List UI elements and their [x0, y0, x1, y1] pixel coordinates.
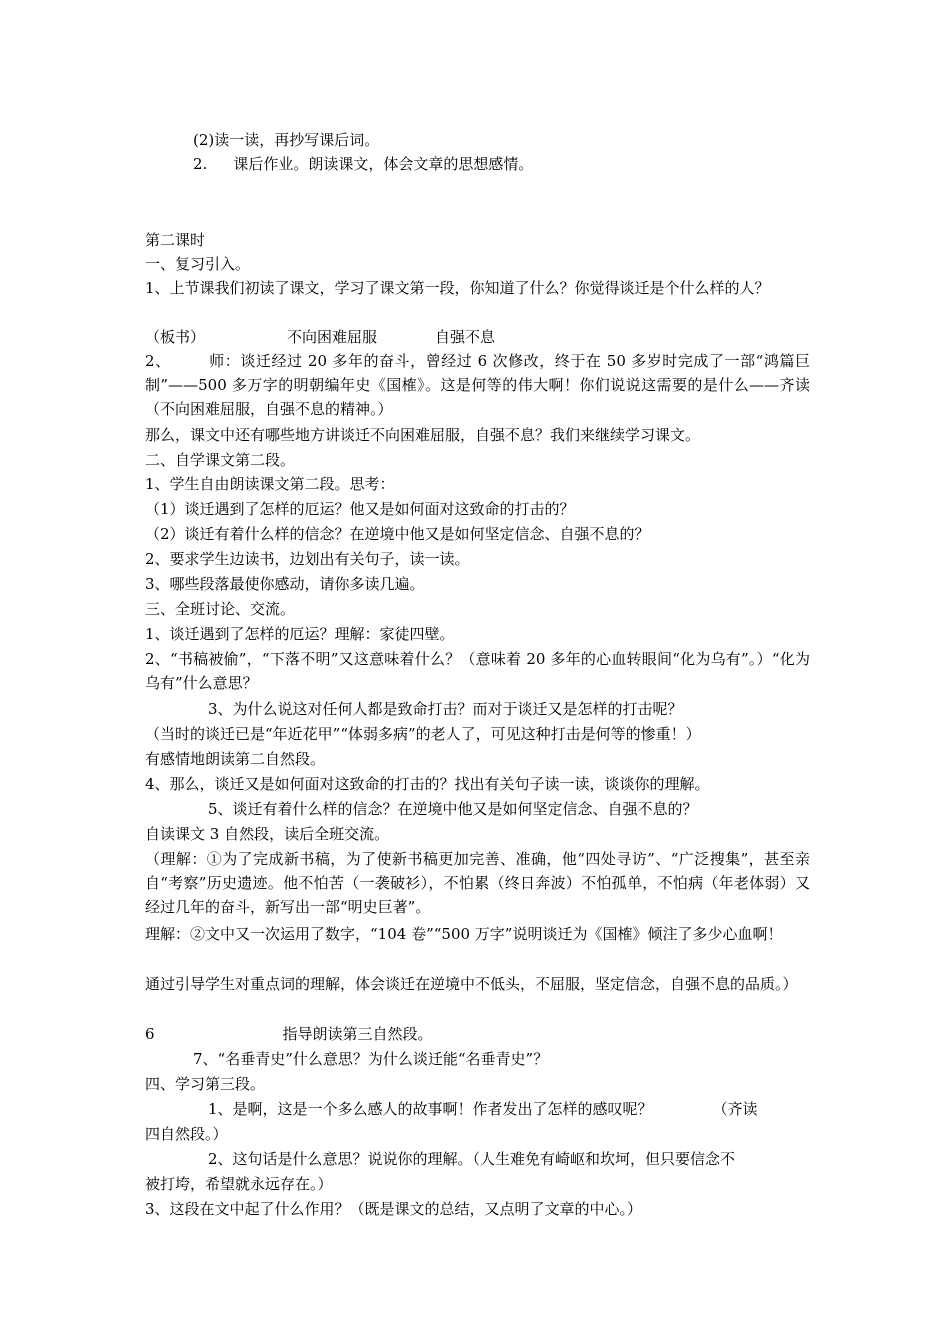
paragraph [145, 1097, 810, 1121]
board-notes [145, 325, 810, 349]
paragraph: 通过引导学生对重点词的理解，体会谈迁在逆境中不低头，不屈服，坚定信念，自强不息的品质。） [145, 975, 798, 993]
paragraph: 四自然段。） [145, 1125, 228, 1143]
paragraph [145, 1022, 810, 1046]
paragraph [145, 1147, 810, 1171]
paragraph: 1、谈迁遇到了怎样的厄运？理解：家徒四壁。 [145, 625, 455, 643]
paragraph: 2、“书稿被偷”，“下落不明”又这意味着什么？（意味着 20 多年的心血转眼间“化为乌有”。）“化为乌有”什么意思？ [145, 650, 810, 692]
paragraph: 有感情地朗读第二自然段。 [145, 750, 326, 768]
board-item: 自强不息 [435, 328, 496, 346]
section-heading: 二、自学课文第二段。 [145, 451, 296, 469]
board-item: 不向困难屈服 [287, 328, 378, 346]
paragraph: 1、学生自由朗读课文第二段。思考： [145, 475, 395, 493]
paragraph: 理解：②文中又一次运用了数字，“104 卷”“500 万字”说明谈迁为《国榷》倾注了多少心血啊！ [145, 925, 783, 943]
lesson-title: 第二课时 [145, 231, 206, 249]
paragraph: 7、“名垂青史”什么意思？为什么谈迁能“名垂青史”？ [193, 1050, 549, 1068]
paragraph: 2、要求学生边读书，边划出有关句子，读一读。 [145, 550, 470, 568]
list-number: 2. [193, 155, 208, 173]
list-number: 6 [145, 1025, 155, 1043]
list-text: 课后作业。朗读课文，体会文章的思想感情。 [233, 155, 534, 173]
text-line [193, 152, 858, 176]
list-text: 师：谈迁经过 20 多年的奋斗，曾经过 6 次修改，终于在 50 多岁时完成了一部“鸿篇巨制”——500 多万字的明朝编年史《国榷》。这是何等的伟大啊！你们说说这需要的是什么——齐读（不向困难屈服，自强不息的精神。） [145, 352, 811, 418]
paragraph: 被打垮，希望就永远存在。） [145, 1175, 333, 1193]
text-line: (2)读一读，再抄写课后词。 [193, 131, 380, 149]
question: （1）谈迁遇到了怎样的厄运？他又是如何面对这致命的打击的？ [145, 500, 575, 518]
question: （2）谈迁有着什么样的信念？在逆境中他又是如何坚定信念、自强不息的？ [145, 525, 650, 543]
section-heading: 四、学习第三段。 [145, 1075, 266, 1093]
paragraph: 自读课文 3 自然段，读后全班交流。 [145, 825, 390, 843]
list-text: 2、这句话是什么意思？说说你的理解。（人生难免有崎岖和坎坷，但只要信念不 [208, 1150, 736, 1168]
list-text: 1、是啊，这是一个多么感人的故事啊！作者发出了怎样的感叹呢？ [208, 1100, 653, 1118]
section-heading: 一、复习引入。 [145, 255, 251, 273]
paragraph: 3、哪些段落最使你感动，请你多读几遍。 [145, 575, 425, 593]
paragraph: 3、这段在文中起了什么作用？（既是课文的总结，又点明了文章的中心。） [145, 1200, 643, 1218]
paragraph: 4、那么，谈迁又是如何面对这致命的打击的？找出有关句子读一读，谈谈你的理解。 [145, 775, 710, 793]
paragraph [145, 349, 810, 421]
paragraph: （理解：①为了完成新书稿，为了使新书稿更加完善、准确，他“四处寻访”、“广泛搜集”，甚至亲自“考察”历史遗迹。他不怕苦（一袭破衫），不怕累（终日奔波）不怕孤单，不怕病（年老体弱）又经过几年的奋斗，新写出一部“明史巨著”。 [145, 850, 810, 916]
paragraph: 1、上节课我们初读了课文，学习了课文第一段，你知道了什么？你觉得谈迁是个什么样的人？ [145, 279, 770, 297]
section-heading: 三、全班讨论、交流。 [145, 600, 296, 618]
paragraph: 3、为什么说这对任何人都是致命打击？而对于谈迁又是怎样的打击呢？ [208, 700, 683, 718]
list-text: 指导朗读第三自然段。 [282, 1025, 433, 1043]
board-label: （板书） [145, 328, 206, 346]
paragraph: 那么，课文中还有哪些地方讲谈迁不向困难屈服，自强不息？我们来继续学习课文。 [145, 426, 701, 444]
paragraph: 5、谈迁有着什么样的信念？在逆境中他又是如何坚定信念、自强不息的？ [208, 800, 698, 818]
paragraph: （当时的谈迁已是“年近花甲”“体弱多病”的老人了，可见这种打击是何等的惨重！） [145, 725, 701, 743]
list-number: 2、 [145, 352, 171, 370]
list-text: （齐读 [712, 1100, 758, 1118]
